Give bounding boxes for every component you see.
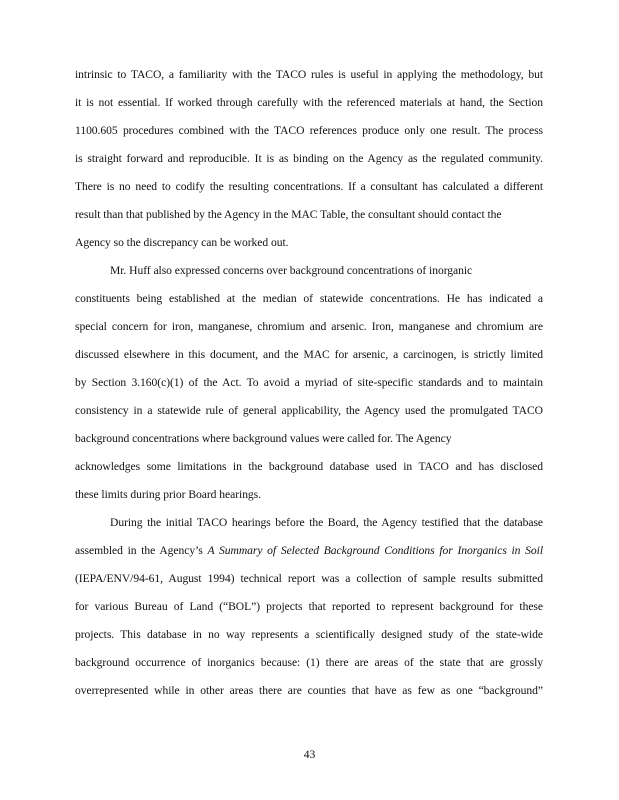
text-line-19: (IEPA/ENV/94-61, August 1994) technical report was a collection of sample results submitted (75, 572, 543, 585)
text-line-15: acknowledges some limitations in the background database used in TACO and has disclosed (75, 460, 543, 473)
text-line-16: these limits during prior Board hearings. (75, 488, 261, 501)
text-line-4: is straight forward and reproducible. It is as binding on the Agency as the regulated community. (75, 152, 543, 165)
text-line-14: background concentrations where background values were called for. The Agency (75, 432, 452, 445)
text-line-17: During the initial TACO hearings before the Board, the Agency testified that the database (110, 516, 543, 529)
text-line-20: for various Bureau of Land (“BOL”) projects that reported to represent background for these (75, 600, 543, 613)
text-line-6: result than that published by the Agency in the MAC Table, the consultant should contact the (75, 208, 502, 221)
text-line-22: background occurrence of inorganics because: (1) there are areas of the state that are grossly (75, 656, 543, 669)
text-line-18 (75, 544, 543, 558)
text-line-3: 1100.605 procedures combined with the TACO references produce only one result. The process (75, 124, 543, 137)
text-line-12: by Section 3.160(c)(1) of the Act. To avoid a myriad of site-specific standards and to maintain (75, 376, 543, 389)
text-line-7: Agency so the discrepancy can be worked out. (75, 236, 289, 249)
text-line-5: There is no need to codify the resulting concentrations. If a consultant has calculated a different (75, 180, 543, 193)
text-line-13: consistency in a statewide rule of general applicability, the Agency used the promulgated TACO (75, 404, 543, 417)
text-line-23: overrepresented while in other areas there are counties that have as few as one “background” (75, 684, 543, 697)
page-number: 43 (303, 748, 316, 761)
text-line-18-roman: assembled in the Agency’s (75, 544, 208, 557)
text-line-11: discussed elsewhere in this document, and the MAC for arsenic, a carcinogen, is strictly limited (75, 348, 543, 361)
text-line-21: projects. This database in no way represents a scientifically designed study of the state-wide (75, 628, 543, 641)
text-line-8: Mr. Huff also expressed concerns over background concentrations of inorganic (110, 264, 473, 277)
text-line-10: special concern for iron, manganese, chromium and arsenic. Iron, manganese and chromium are (75, 320, 543, 333)
text-line-9: constituents being established at the median of statewide concentrations. He has indicated a (75, 292, 543, 305)
text-line-1: intrinsic to TACO, a familiarity with the TACO rules is useful in applying the methodology, but (75, 68, 543, 81)
report-title-italic: A Summary of Selected Background Conditions for Inorganics in Soil (207, 544, 544, 557)
text-line-2: it is not essential. If worked through carefully with the referenced materials at hand, the Section (75, 96, 543, 109)
